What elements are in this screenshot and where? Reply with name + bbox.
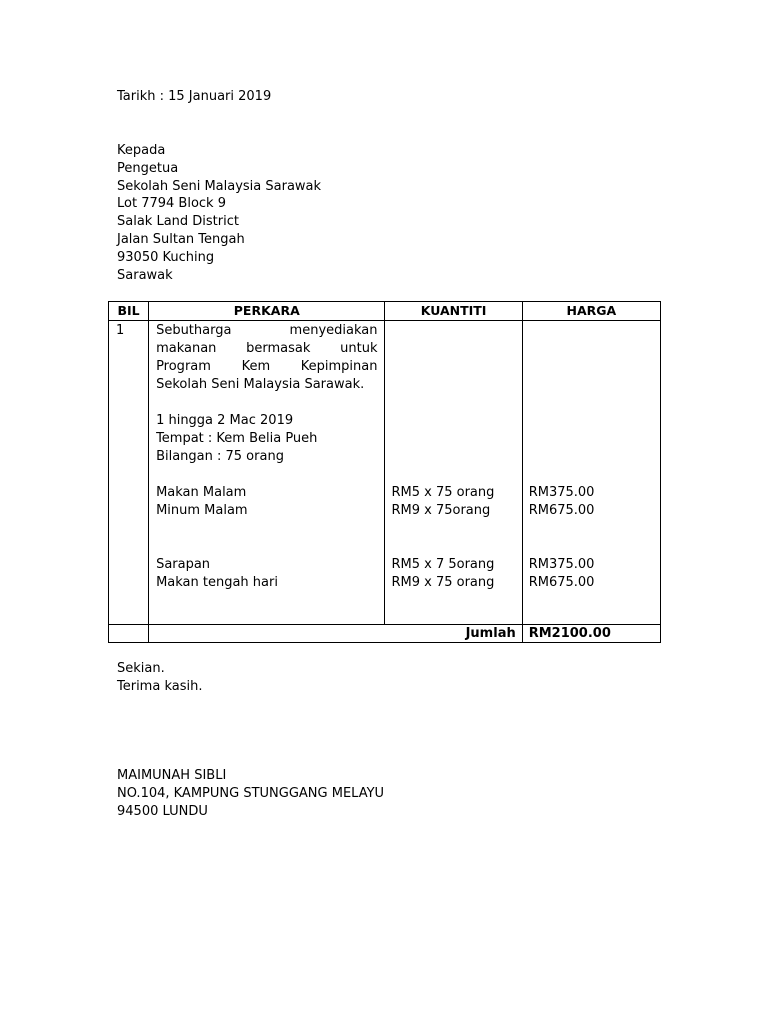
meal-quantity: RM9 x 75 orang xyxy=(391,575,495,590)
date-line: Tarikh : 15 Januari 2019 xyxy=(117,89,272,104)
event-headcount: Bilangan : 75 orang xyxy=(156,449,284,464)
recipient-line: Pengetua xyxy=(117,160,179,176)
meal-name: Minum Malam xyxy=(156,503,248,518)
total-row xyxy=(109,625,661,643)
meal-quantity: RM5 x 75 orang xyxy=(391,485,495,500)
event-venue: Tempat : Kem Belia Pueh xyxy=(156,431,318,446)
total-empty-cell xyxy=(109,625,149,643)
recipient-line: Lot 7794 Block 9 xyxy=(117,196,226,212)
header-perkara: PERKARA xyxy=(149,302,385,321)
meal-quantity: RM5 x 7 5orang xyxy=(391,557,495,572)
header-harga: HARGA xyxy=(522,302,660,321)
table-row xyxy=(109,321,661,625)
header-bil: BIL xyxy=(109,302,149,321)
meal-name: Makan tengah hari xyxy=(156,575,278,590)
total-label: Jumlah xyxy=(149,625,523,643)
recipient-line: Kepada xyxy=(117,143,166,158)
meal-price: RM375.00 xyxy=(528,485,595,500)
perkara-cell xyxy=(149,321,385,625)
recipient-line: Sarawak xyxy=(117,267,173,283)
item-description: Sebutharga menyediakan makanan bermasak untuk Program Kem Kepimpinan Sekolah Seni Malaysia Sarawak. xyxy=(156,323,378,392)
header-kuantiti: KUANTITI xyxy=(385,302,522,321)
sender-line: NO.104, KAMPUNG STUNGGANG MELAYU xyxy=(117,785,385,801)
meal-price: RM375.00 xyxy=(528,557,595,572)
recipient-line: Salak Land District xyxy=(117,214,239,230)
total-value: RM2100.00 xyxy=(522,625,660,643)
recipient-line: 93050 Kuching xyxy=(117,249,215,265)
closing-line: Terima kasih. xyxy=(117,678,203,694)
bil-cell: 1 xyxy=(109,321,149,625)
meal-name: Sarapan xyxy=(156,557,211,572)
event-date: 1 hingga 2 Mac 2019 xyxy=(156,413,294,428)
recipient-address xyxy=(117,142,321,284)
meal-quantity: RM9 x 75orang xyxy=(391,503,491,518)
meal-name: Makan Malam xyxy=(156,485,247,500)
recipient-line: Jalan Sultan Tengah xyxy=(117,231,245,247)
sender-line: 94500 LUNDU xyxy=(117,803,208,819)
table-header-row xyxy=(109,302,661,321)
meal-price: RM675.00 xyxy=(528,575,595,590)
quotation-table xyxy=(108,301,661,643)
closing-line: Sekian. xyxy=(117,661,165,676)
harga-cell xyxy=(522,321,660,625)
sender-name: MAIMUNAH SIBLI xyxy=(117,768,227,783)
kuantiti-cell xyxy=(385,321,522,625)
closing-remarks xyxy=(117,660,202,696)
recipient-line: Sekolah Seni Malaysia Sarawak xyxy=(117,178,322,194)
meal-price: RM675.00 xyxy=(528,503,595,518)
sender-address xyxy=(117,767,384,820)
